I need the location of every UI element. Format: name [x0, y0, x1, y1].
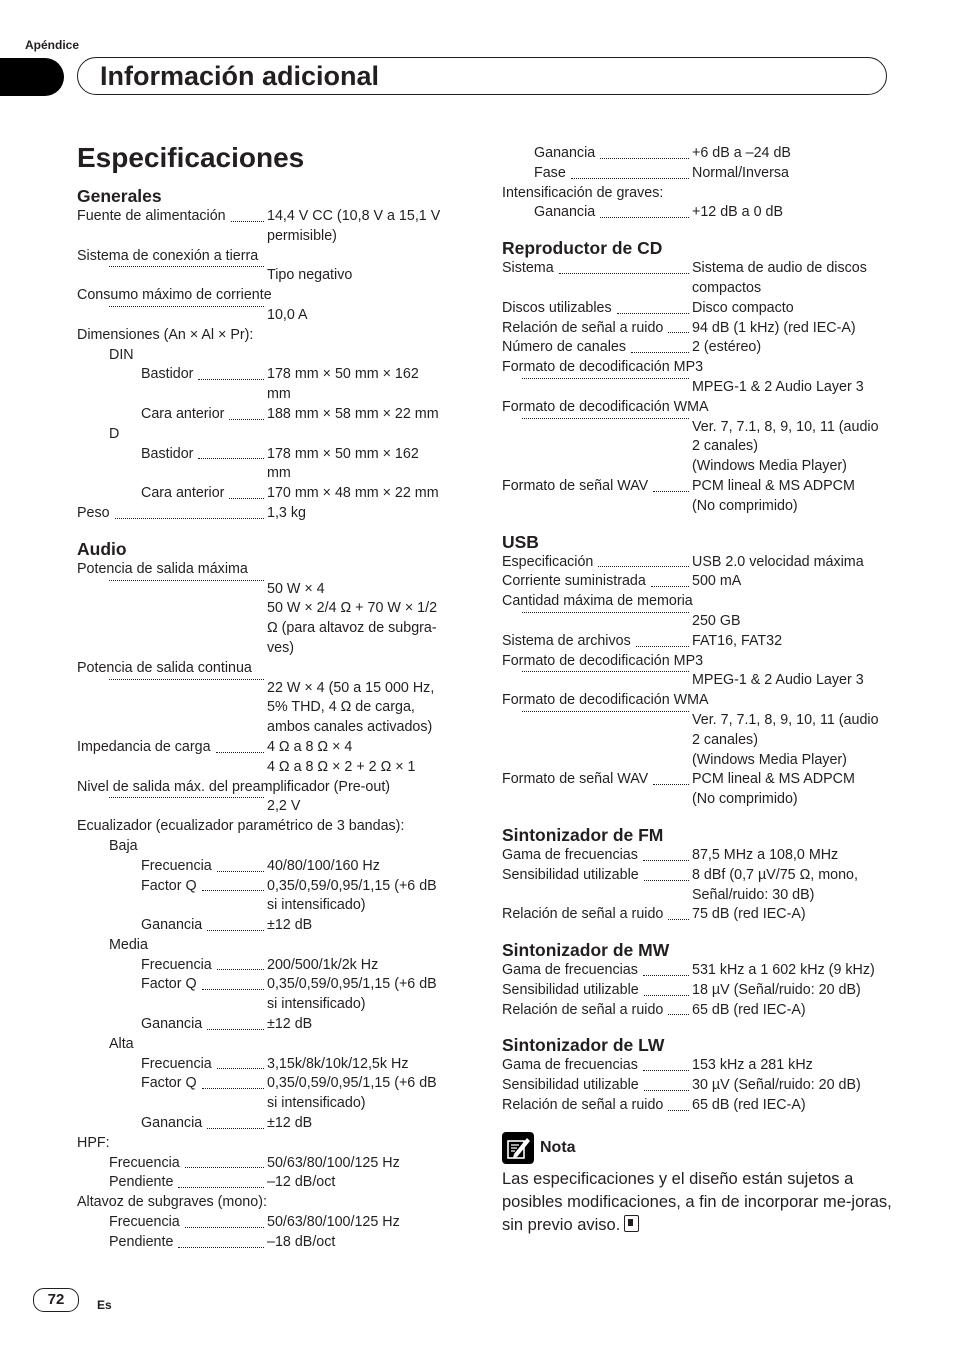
spec-value: +6 dB a –24 dB: [692, 145, 791, 161]
lw-heading: Sintonizador de LW: [502, 1035, 665, 1056]
spec-value: permisible): [267, 227, 337, 244]
spec-label: Sistema de archivos: [502, 632, 631, 649]
header-banner: [77, 57, 887, 95]
spec-label: Ganancia: [141, 1016, 203, 1033]
spec-row: [77, 1015, 472, 1035]
spec-value: 94 dB (1 kHz) (red IEC-A): [692, 319, 856, 336]
spec-row: [77, 916, 472, 936]
spec-label: Intensificación de graves:: [502, 184, 664, 201]
spec-sublabel: DIN: [109, 346, 134, 363]
spec-label: Relación de señal a ruido: [502, 1097, 664, 1114]
spec-row: [502, 1056, 897, 1076]
spec-value: 500 mA: [692, 573, 742, 590]
spec-label: Dimensiones (An × Al × Pr):: [77, 326, 254, 343]
spec-value: Normal/Inversa: [692, 164, 789, 181]
spec-value: MPEG-1 & 2 Audio Layer 3: [692, 672, 864, 689]
section-label: Apéndice: [25, 38, 80, 52]
spec-value: 18 µV (Señal/ruido: 20 dB): [692, 981, 861, 998]
spec-row: [77, 365, 472, 405]
spec-value: 50 W × 4: [267, 580, 325, 597]
spec-row: [502, 905, 897, 925]
spec-label: Factor Q: [141, 877, 197, 894]
spec-label: Frecuencia: [141, 857, 212, 874]
spec-row: [502, 866, 897, 906]
spec-sublabel: Media: [109, 936, 148, 953]
note-pencil-icon: [502, 1132, 534, 1164]
spec-row: [77, 1154, 472, 1174]
spec-label: Formato de decodificación MP3: [502, 359, 704, 376]
spec-row: [77, 1055, 472, 1075]
spec-label: Relación de señal a ruido: [502, 1001, 664, 1018]
spec-row: [502, 846, 897, 866]
spec-value: 14,4 V CC (10,8 V a 15,1 V: [267, 208, 441, 224]
note-title: Nota: [540, 1138, 576, 1156]
spec-row: [77, 956, 472, 976]
spec-value: 170 mm × 48 mm × 22 mm: [267, 485, 439, 502]
spec-row: [502, 418, 897, 477]
note-body: Las especificaciones y el diseño están sujetos a posibles modificaciones, a fin de incorporar me-joras, sin previo aviso.: [502, 1169, 892, 1234]
spec-row: [502, 572, 897, 592]
spec-row: [77, 580, 472, 659]
spec-value: 1,3 kg: [267, 504, 306, 521]
spec-value: PCM lineal & MS ADPCM: [692, 477, 855, 494]
spec-label: Pendiente: [109, 1174, 174, 1191]
spec-label: Ecualizador (ecualizador paramétrico de 3 bandas):: [77, 818, 405, 835]
spec-sublabel: Alta: [109, 1035, 134, 1052]
spec-value: ±12 dB: [267, 1016, 313, 1033]
spec-label: Consumo máximo de corriente: [77, 287, 272, 304]
spec-label: Formato de decodificación WMA: [502, 692, 709, 709]
spec-value: Señal/ruido: 30 dB): [692, 886, 815, 903]
spec-row: [77, 1114, 472, 1134]
spec-row: [502, 770, 897, 810]
spec-row: [77, 679, 472, 738]
spec-value: ves): [267, 639, 295, 656]
spec-row: [502, 1001, 897, 1021]
spec-value: ambos canales activados): [267, 719, 433, 736]
spec-row: [502, 378, 897, 398]
spec-row: [502, 477, 897, 517]
spec-value: USB 2.0 velocidad máxima: [692, 553, 864, 570]
spec-value: 87,5 MHz a 108,0 MHz: [692, 846, 839, 863]
spec-row: [502, 671, 897, 691]
spec-value: mm: [267, 465, 291, 482]
spec-value: mm: [267, 386, 291, 403]
spec-label: Cantidad máxima de memoria: [502, 593, 693, 610]
spec-value: +12 dB a 0 dB: [692, 204, 784, 221]
header-title: Información adicional: [100, 61, 380, 91]
spec-label: Discos utilizables: [502, 299, 612, 316]
spec-value: 50 W × 2/4 Ω + 70 W × 1/2: [267, 600, 438, 617]
spec-label: Altavoz de subgraves (mono):: [77, 1194, 267, 1211]
spec-value: 2 canales): [692, 731, 758, 748]
spec-label: Sensibilidad utilizable: [502, 866, 639, 883]
spec-label: Pendiente: [109, 1233, 174, 1250]
spec-label: Peso: [77, 504, 110, 521]
spec-row: [77, 445, 472, 485]
spec-value: 2,2 V: [267, 798, 301, 815]
audio-heading: Audio: [77, 538, 127, 559]
spec-row: [502, 1076, 897, 1096]
spec-label: Ganancia: [141, 1115, 203, 1132]
generales-heading: Generales: [77, 186, 162, 206]
spec-value: (Windows Media Player): [692, 751, 847, 768]
spec-row: [502, 144, 897, 164]
spec-value: ±12 dB: [267, 1115, 313, 1132]
spec-value: 0,35/0,59/0,95/1,15 (+6 dB: [267, 976, 437, 993]
spec-value: 3,15k/8k/10k/12,5k Hz: [267, 1055, 409, 1072]
spec-value: 178 mm × 50 mm × 162: [267, 366, 419, 383]
spec-row: [502, 164, 897, 184]
spec-row: [77, 484, 472, 504]
spec-label: Especificación: [502, 553, 594, 570]
page-number: 72: [33, 1288, 79, 1312]
spec-label: HPF:: [77, 1134, 110, 1151]
fm-heading: Sintonizador de FM: [502, 824, 664, 845]
spec-value: 75 dB (red IEC-A): [692, 906, 806, 923]
spec-value: si intensificado): [267, 897, 366, 914]
spec-value: ±12 dB: [267, 917, 313, 934]
spec-label: Impedancia de carga: [77, 738, 211, 755]
spec-label: Ganancia: [534, 204, 596, 221]
spec-row: [502, 961, 897, 981]
spec-row: [502, 338, 897, 358]
spec-label: Formato de decodificación WMA: [502, 398, 709, 415]
spec-value: (Windows Media Player): [692, 458, 847, 475]
spec-label: Ganancia: [534, 145, 596, 161]
spec-value: –12 dB/oct: [267, 1174, 336, 1191]
spec-label: Sistema: [502, 260, 554, 277]
spec-row: [77, 797, 472, 817]
spec-value: Tipo negativo: [267, 267, 353, 284]
end-mark-icon: [624, 1215, 639, 1232]
spec-label: Número de canales: [502, 339, 626, 356]
spec-row: [77, 877, 472, 917]
spec-row: [77, 975, 472, 1015]
spec-value: MPEG-1 & 2 Audio Layer 3: [692, 378, 864, 395]
spec-value: –18 dB/oct: [267, 1233, 336, 1250]
spec-label: Formato de decodificación MP3: [502, 652, 704, 669]
right-column: [502, 144, 897, 1237]
spec-value: 188 mm × 58 mm × 22 mm: [267, 405, 439, 422]
spec-value: 65 dB (red IEC-A): [692, 1097, 806, 1114]
spec-value: Ver. 7, 7.1, 8, 9, 10, 11 (audio: [692, 711, 879, 728]
spec-row: [77, 266, 472, 286]
spec-label: Ganancia: [141, 917, 203, 934]
spec-label: Gama de frecuencias: [502, 962, 638, 979]
spec-value: 250 GB: [692, 612, 741, 629]
spec-value: 50/63/80/100/125 Hz: [267, 1214, 400, 1231]
spec-value: (No comprimido): [692, 791, 798, 808]
spec-value: 50/63/80/100/125 Hz: [267, 1154, 400, 1171]
left-column: [77, 185, 472, 1253]
spec-label: Frecuencia: [109, 1154, 180, 1171]
spec-value: Sistema de audio de discos: [692, 260, 867, 277]
spec-value: (No comprimido): [692, 497, 798, 514]
spec-value: FAT16, FAT32: [692, 632, 783, 649]
spec-label: Cara anterior: [141, 405, 225, 422]
spec-value: 30 µV (Señal/ruido: 20 dB): [692, 1077, 861, 1094]
spec-label: Formato de señal WAV: [502, 771, 649, 788]
spec-row: [502, 981, 897, 1001]
spec-label: Cara anterior: [141, 485, 225, 502]
spec-value: compactos: [692, 279, 762, 296]
spec-value: Ω (para altavoz de subgra-: [267, 620, 437, 637]
spec-label: Bastidor: [141, 445, 194, 462]
spec-row: [502, 203, 897, 223]
spec-label: Frecuencia: [141, 1055, 212, 1072]
spec-value: 4 Ω a 8 Ω × 4: [267, 738, 353, 755]
spec-value: 65 dB (red IEC-A): [692, 1001, 806, 1018]
spec-label: Corriente suministrada: [502, 573, 646, 590]
spec-row: [77, 1233, 472, 1253]
spec-row: [77, 738, 472, 778]
spec-value: Disco compacto: [692, 299, 794, 316]
spec-label: Fase: [534, 164, 566, 181]
spec-row: [502, 1096, 897, 1116]
spec-label: Relación de señal a ruido: [502, 319, 664, 336]
spec-value: 0,35/0,59/0,95/1,15 (+6 dB: [267, 1075, 437, 1092]
note-text: [502, 1168, 892, 1237]
spec-value: PCM lineal & MS ADPCM: [692, 771, 855, 788]
spec-label: Sensibilidad utilizable: [502, 1077, 639, 1094]
spec-row: [502, 711, 897, 770]
spec-label: Factor Q: [141, 976, 197, 993]
page-title: Especificaciones: [77, 142, 305, 173]
spec-label: Frecuencia: [109, 1214, 180, 1231]
language-code: Es: [97, 1298, 112, 1312]
spec-label: Bastidor: [141, 366, 194, 383]
spec-value: 22 W × 4 (50 a 15 000 Hz,: [267, 679, 435, 696]
spec-value: 40/80/100/160 Hz: [267, 857, 380, 874]
mw-heading: Sintonizador de MW: [502, 940, 670, 961]
spec-row: [77, 207, 472, 247]
spec-label: Potencia de salida continua: [77, 659, 252, 676]
spec-value: 178 mm × 50 mm × 162: [267, 445, 419, 462]
spec-label: Sensibilidad utilizable: [502, 981, 639, 998]
spec-value: 2 (estéreo): [692, 339, 762, 356]
usb-heading: USB: [502, 531, 539, 552]
spec-value: 5% THD, 4 Ω de carga,: [267, 699, 415, 716]
spec-sublabel: Baja: [109, 837, 138, 854]
spec-value: 10,0 A: [267, 306, 308, 323]
spec-row: [77, 405, 472, 425]
spec-row: [502, 632, 897, 652]
spec-label: Gama de frecuencias: [502, 1057, 638, 1074]
cd-heading: Reproductor de CD: [502, 238, 663, 259]
note-header: [502, 1132, 897, 1164]
spec-row: [77, 1074, 472, 1114]
spec-row: [77, 857, 472, 877]
spec-value: Ver. 7, 7.1, 8, 9, 10, 11 (audio: [692, 418, 879, 435]
spec-sublabel: D: [109, 425, 120, 442]
spec-row: [502, 553, 897, 573]
spec-label: Relación de señal a ruido: [502, 906, 664, 923]
spec-label: Fuente de alimentación: [77, 208, 226, 224]
spec-row: [77, 1213, 472, 1233]
spec-label: Nivel de salida máx. del preamplificador (Pre-out): [77, 778, 391, 795]
spec-row: [77, 504, 472, 524]
spec-value: 0,35/0,59/0,95/1,15 (+6 dB: [267, 877, 437, 894]
spec-row: [502, 259, 897, 299]
spec-value: 200/500/1k/2k Hz: [267, 956, 379, 973]
spec-value: si intensificado): [267, 1095, 366, 1112]
spec-value: 531 kHz a 1 602 kHz (9 kHz): [692, 962, 875, 979]
spec-value: 153 kHz a 281 kHz: [692, 1057, 813, 1074]
spec-value: 4 Ω a 8 Ω × 2 + 2 Ω × 1: [267, 758, 416, 775]
spec-value: 8 dBf (0,7 µV/75 Ω, mono,: [692, 866, 858, 883]
spec-value: 2 canales): [692, 438, 758, 455]
section-tab-marker: [0, 58, 64, 96]
spec-row: [502, 319, 897, 339]
spec-label: Factor Q: [141, 1075, 197, 1092]
spec-label: Sistema de conexión a tierra: [77, 247, 259, 264]
spec-row: [502, 612, 897, 632]
spec-row: [77, 1173, 472, 1193]
spec-label: Gama de frecuencias: [502, 846, 638, 863]
spec-row: [502, 299, 897, 319]
spec-label: Frecuencia: [141, 956, 212, 973]
spec-value: si intensificado): [267, 996, 366, 1013]
spec-row: [77, 306, 472, 326]
spec-label: Potencia de salida máxima: [77, 560, 248, 577]
spec-label: Formato de señal WAV: [502, 477, 649, 494]
